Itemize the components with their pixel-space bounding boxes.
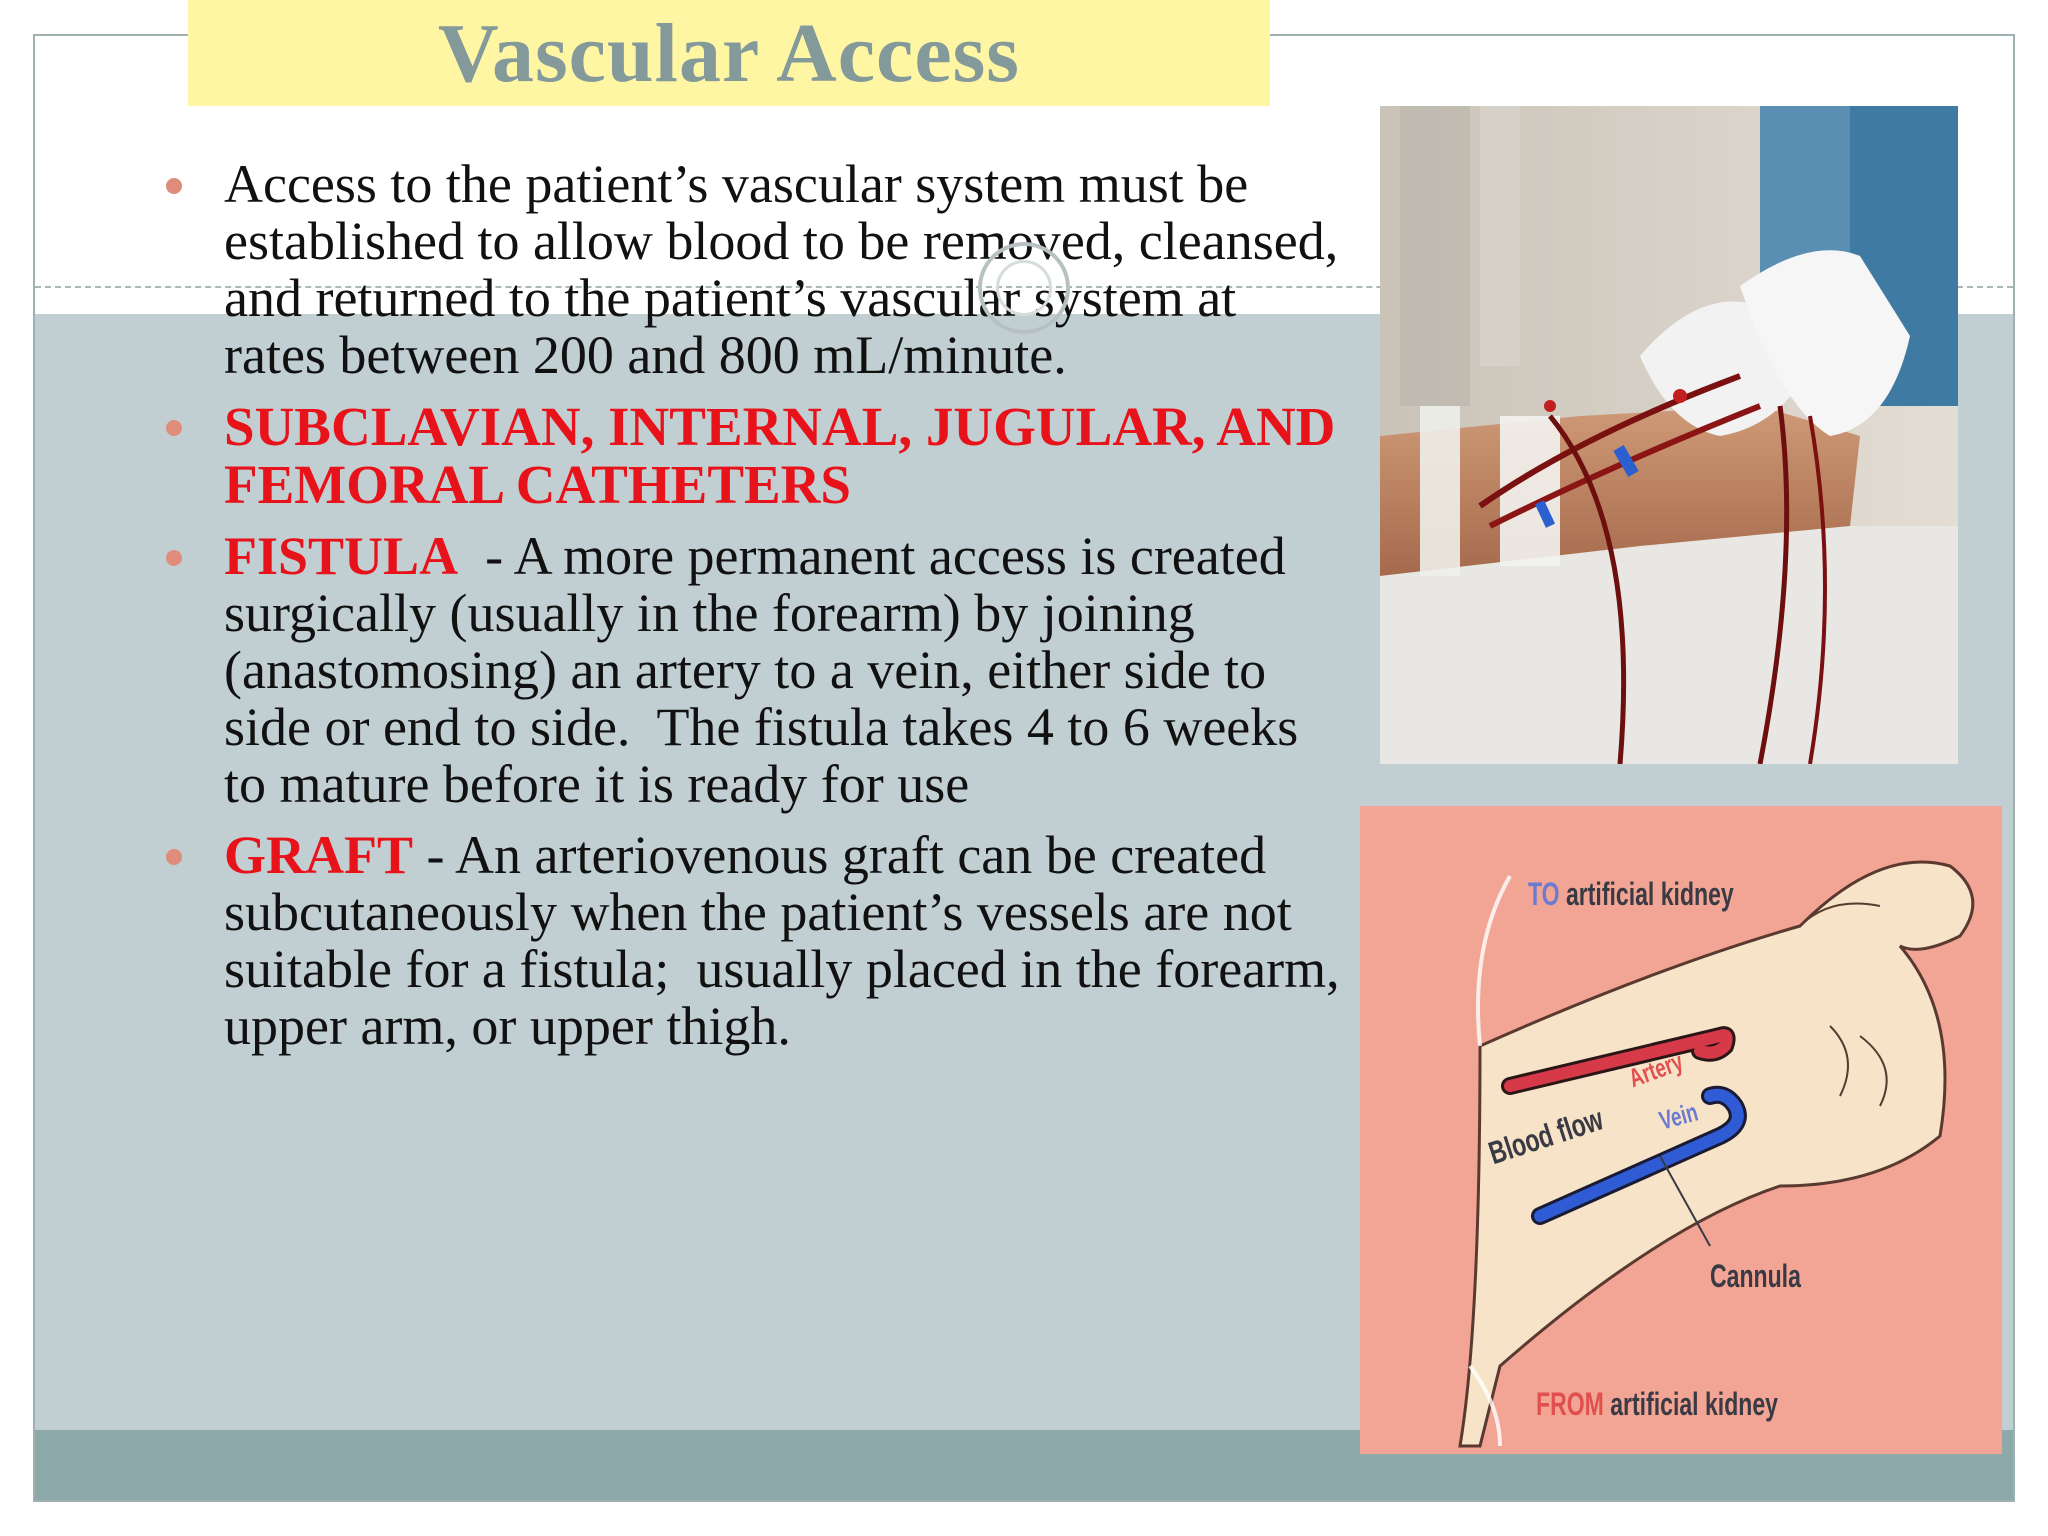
graft-text: - An arteriovenous graft can be created subcutaneously when the patient’s vessels are not suitable for a fistula; usually placed in the forearm, upper arm, or upper thigh. <box>224 825 1354 1056</box>
bullet-dot-icon <box>166 849 182 865</box>
dialysis-photo-illustration <box>1380 106 1958 764</box>
loading-ring-icon <box>978 242 1070 334</box>
label-cannula: Cannula <box>1710 1258 1801 1294</box>
label-artery: Artery <box>1624 1046 1687 1094</box>
label-blood-flow: Blood flow <box>1484 1100 1608 1172</box>
bullet-dot-icon <box>166 420 182 436</box>
bullet-item <box>160 398 1340 514</box>
dialysis-photo <box>1380 106 1958 764</box>
label-to-artificial-kidney: TO artificial kidney <box>1528 876 1734 912</box>
slide-title: Vascular Access <box>438 6 1020 100</box>
bullet-dot-icon <box>166 550 182 566</box>
label-vein: Vein <box>1655 1096 1701 1136</box>
bullet-text: Access to the patient’s vascular system must be established to allow blood to be removed, cleansed, and returned to the patient’s vascular system at rates between 200 and 800 mL/minute. <box>224 154 1339 385</box>
bullet-item <box>160 156 1340 384</box>
graft-diagram <box>1360 806 2002 1454</box>
catheters-heading: SUBCLAVIAN, INTERNAL, JUGULAR, AND FEMORAL CATHETERS <box>224 396 1336 515</box>
bullet-item <box>160 825 1354 1056</box>
bullet-dot-icon <box>166 178 182 194</box>
bullet-list <box>160 154 1354 1069</box>
title-box <box>188 0 1270 106</box>
graft-term: GRAFT <box>224 825 413 885</box>
fistula-term: FISTULA <box>224 526 459 586</box>
fistula-text: - A more permanent access is created surgically (usually in the forearm) by joining (anastomosing) an artery to a vein, either side to side or end to side. The fistula takes 4 to 6 weeks to mature before it is ready for use <box>224 526 1312 814</box>
bullet-item <box>160 528 1340 813</box>
label-from-artificial-kidney: FROM artificial kidney <box>1536 1386 1778 1422</box>
